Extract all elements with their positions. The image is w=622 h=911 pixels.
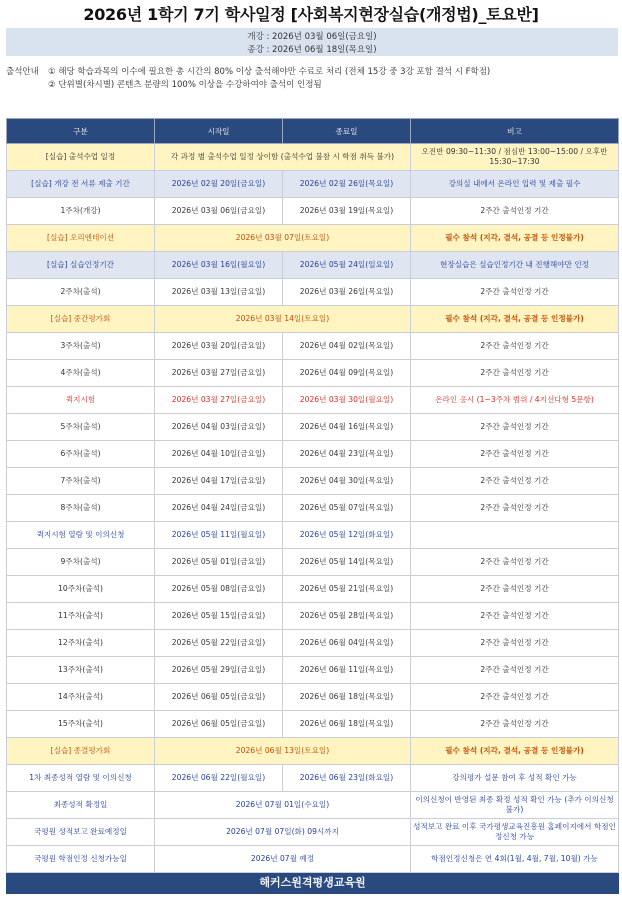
footer-row: [7, 873, 619, 894]
start-date-cell: 2026년 03월 13일(금요일): [155, 279, 283, 306]
remarks-cell: 필수 참석 (지각, 결석, 공결 등 인정불가): [411, 738, 619, 765]
table-row: [7, 225, 619, 252]
open-date: 개강 : 2026년 03월 06일(금요일): [247, 32, 377, 42]
table-row: [7, 333, 619, 360]
start-date-cell: 2026년 03월 16일(월요일): [155, 252, 283, 279]
remarks-cell: 2주간 출석인정 기간: [411, 630, 619, 657]
end-date-cell: 2026년 06월 04일(목요일): [283, 630, 411, 657]
category-cell: 7주차(출석): [7, 468, 155, 495]
attendance-notice-item: ② 단위별(차시별) 콘텐츠 분량의 100% 이상을 수강하여야 출석이 인정됨: [48, 80, 322, 90]
close-date: 종강 : 2026년 06월 18일(목요일): [247, 45, 377, 55]
table-row: [7, 441, 619, 468]
category-cell: 4주차(출석): [7, 360, 155, 387]
header-remarks: 비고: [411, 119, 619, 144]
table-row: [7, 765, 619, 792]
table-row: [7, 360, 619, 387]
start-date-cell: 2026년 05월 22일(금요일): [155, 630, 283, 657]
end-date-cell: 2026년 05월 24일(일요일): [283, 252, 411, 279]
table-row: [7, 522, 619, 549]
start-date-cell: 2026년 06월 05일(금요일): [155, 711, 283, 738]
table-row: [7, 846, 619, 873]
start-date-cell: 2026년 05월 08일(금요일): [155, 576, 283, 603]
table-row: [7, 279, 619, 306]
date-range-cell: 2026년 07월 07일(화) 09시까지: [155, 819, 411, 846]
remarks-cell: 2주간 출석인정 기간: [411, 549, 619, 576]
table-row: [7, 711, 619, 738]
category-cell: 2주차(출석): [7, 279, 155, 306]
table-row: [7, 684, 619, 711]
table-row: [7, 819, 619, 846]
category-cell: 퀵지시험: [7, 387, 155, 414]
remarks-cell: 2주간 출석인정 기간: [411, 414, 619, 441]
category-cell: 국평원 학점인정 신청가능일: [7, 846, 155, 873]
start-date-cell: 2026년 04월 17일(금요일): [155, 468, 283, 495]
end-date-cell: 2026년 04월 23일(목요일): [283, 441, 411, 468]
category-cell: 최종성적 확정일: [7, 792, 155, 819]
table-row: [7, 576, 619, 603]
category-cell: 13주차(출석): [7, 657, 155, 684]
remarks-cell: 2주간 출석인정 기간: [411, 657, 619, 684]
attendance-notice-label: 출석안내: [6, 67, 39, 77]
remarks-cell: 2주간 출석인정 기간: [411, 711, 619, 738]
schedule-table: [6, 118, 619, 894]
start-date-cell: 2026년 05월 15일(금요일): [155, 603, 283, 630]
category-cell: 10주차(출석): [7, 576, 155, 603]
table-row: [7, 468, 619, 495]
category-cell: 6주차(출석): [7, 441, 155, 468]
remarks-cell: 2주간 출석인정 기간: [411, 603, 619, 630]
attendance-notice-item: ① 해당 학습과목의 이수에 필요한 총 시간의 80% 이상 출석해야만 수료로 처리 (전체 15강 중 3강 포함 결석 시 F학점): [48, 67, 491, 77]
category-cell: 3주차(출석): [7, 333, 155, 360]
remarks-cell: 성적보고 완료 이후 국가평생교육진흥원 홈페이지에서 학점인정신청 가능: [411, 819, 619, 846]
end-date-cell: 2026년 06월 18일(목요일): [283, 711, 411, 738]
table-row: [7, 198, 619, 225]
table-row: [7, 387, 619, 414]
category-cell: [실습] 실습인정기간: [7, 252, 155, 279]
category-cell: 국평원 성적보고 완료예정일: [7, 819, 155, 846]
end-date-cell: 2026년 05월 12일(화요일): [283, 522, 411, 549]
remarks-cell: 필수 참석 (지각, 결석, 공결 등 인정불가): [411, 306, 619, 333]
remarks-cell: 2주간 출석인정 기간: [411, 360, 619, 387]
remarks-cell: 2주간 출석인정 기간: [411, 468, 619, 495]
category-cell: [실습] 출석수업 일정: [7, 144, 155, 171]
start-date-cell: 2026년 03월 27일(금요일): [155, 360, 283, 387]
remarks-cell: 이의신청이 반영된 최종 확정 성적 확인 가능 (추가 이의신청 불가): [411, 792, 619, 819]
category-cell: 9주차(출석): [7, 549, 155, 576]
category-cell: 퀵지시험 열람 및 이의신청: [7, 522, 155, 549]
remarks-cell: 강의평가 설문 참여 후 성적 확인 가능: [411, 765, 619, 792]
table-row: [7, 630, 619, 657]
remarks-cell: 필수 참석 (지각, 결석, 공결 등 인정불가): [411, 225, 619, 252]
end-date-cell: 2026년 02월 26일(목요일): [283, 171, 411, 198]
remarks-cell: 2주간 출석인정 기간: [411, 279, 619, 306]
table-row: [7, 657, 619, 684]
remarks-cell: 2주간 출석인정 기간: [411, 684, 619, 711]
term-dates-box: [6, 28, 618, 56]
start-date-cell: 2026년 04월 03일(금요일): [155, 414, 283, 441]
end-date-cell: 2026년 04월 16일(목요일): [283, 414, 411, 441]
end-date-cell: 2026년 03월 30일(월요일): [283, 387, 411, 414]
date-range-cell: 2026년 03월 07일(토요일): [155, 225, 411, 252]
institution-name: 해커스원격평생교육원: [7, 873, 619, 894]
end-date-cell: 2026년 03월 26일(목요일): [283, 279, 411, 306]
end-date-cell: 2026년 06월 11일(목요일): [283, 657, 411, 684]
end-date-cell: 2026년 05월 28일(목요일): [283, 603, 411, 630]
category-cell: 5주차(출석): [7, 414, 155, 441]
start-date-cell: 2026년 05월 29일(금요일): [155, 657, 283, 684]
start-date-cell: 2026년 04월 24일(금요일): [155, 495, 283, 522]
date-range-cell: 각 과정 별 출석수업 일정 상이함 (출석수업 불참 시 학점 취득 불가): [155, 144, 411, 171]
start-date-cell: 2026년 05월 01일(금요일): [155, 549, 283, 576]
remarks-cell: 2주간 출석인정 기간: [411, 495, 619, 522]
category-cell: 12주차(출석): [7, 630, 155, 657]
remarks-cell: 온라인 응시 (1~3주차 범위 / 4지선다형 5문항): [411, 387, 619, 414]
header-start-date: 시작일: [155, 119, 283, 144]
end-date-cell: 2026년 04월 30일(목요일): [283, 468, 411, 495]
page-title: 2026년 1학기 7기 학사일정 [사회복지현장실습(개정법)_토요반]: [83, 5, 539, 24]
category-cell: [실습] 오리엔테이션: [7, 225, 155, 252]
start-date-cell: 2026년 06월 05일(금요일): [155, 684, 283, 711]
table-row: [7, 171, 619, 198]
end-date-cell: 2026년 05월 21일(목요일): [283, 576, 411, 603]
start-date-cell: 2026년 05월 11일(월요일): [155, 522, 283, 549]
remarks-cell: 강의실 내에서 온라인 입력 및 제출 필수: [411, 171, 619, 198]
category-cell: [실습] 개강 전 서류 제출 기간: [7, 171, 155, 198]
category-cell: [실습] 중간평가회: [7, 306, 155, 333]
table-row: [7, 144, 619, 171]
table-row: [7, 738, 619, 765]
start-date-cell: 2026년 06월 22일(월요일): [155, 765, 283, 792]
date-range-cell: 2026년 07월 예정: [155, 846, 411, 873]
end-date-cell: 2026년 04월 02일(목요일): [283, 333, 411, 360]
date-range-cell: 2026년 07월 01일(수요일): [155, 792, 411, 819]
table-header-row: [7, 119, 619, 144]
category-cell: 1주차(개강): [7, 198, 155, 225]
end-date-cell: 2026년 05월 07일(목요일): [283, 495, 411, 522]
date-range-cell: 2026년 03월 14일(토요일): [155, 306, 411, 333]
category-cell: 1차 최종성적 열람 및 이의신청: [7, 765, 155, 792]
end-date-cell: 2026년 03월 19일(목요일): [283, 198, 411, 225]
end-date-cell: 2026년 05월 14일(목요일): [283, 549, 411, 576]
remarks-cell: 학점인정신청은 연 4회(1월, 4월, 7월, 10월) 가능: [411, 846, 619, 873]
start-date-cell: 2026년 03월 27일(금요일): [155, 387, 283, 414]
end-date-cell: 2026년 06월 23일(화요일): [283, 765, 411, 792]
remarks-cell: 현장실습은 실습인정기간 내 진행해야만 인정: [411, 252, 619, 279]
start-date-cell: 2026년 04월 10일(금요일): [155, 441, 283, 468]
table-row: [7, 306, 619, 333]
category-cell: [실습] 종결평가회: [7, 738, 155, 765]
start-date-cell: 2026년 03월 20일(금요일): [155, 333, 283, 360]
category-cell: 11주차(출석): [7, 603, 155, 630]
table-row: [7, 252, 619, 279]
start-date-cell: 2026년 03월 06일(금요일): [155, 198, 283, 225]
category-cell: 14주차(출석): [7, 684, 155, 711]
remarks-cell: 2주간 출석인정 기간: [411, 576, 619, 603]
table-row: [7, 495, 619, 522]
header-category: 구분: [7, 119, 155, 144]
category-cell: 15주차(출석): [7, 711, 155, 738]
remarks-cell: 2주간 출석인정 기간: [411, 198, 619, 225]
table-row: [7, 792, 619, 819]
remarks-cell: 2주간 출석인정 기간: [411, 333, 619, 360]
date-range-cell: 2026년 06월 13일(토요일): [155, 738, 411, 765]
end-date-cell: 2026년 06월 18일(목요일): [283, 684, 411, 711]
table-row: [7, 414, 619, 441]
table-row: [7, 603, 619, 630]
header-end-date: 종료일: [283, 119, 411, 144]
remarks-cell: 2주간 출석인정 기간: [411, 441, 619, 468]
remarks-cell: [411, 522, 619, 549]
table-row: [7, 549, 619, 576]
start-date-cell: 2026년 02월 20일(금요일): [155, 171, 283, 198]
remarks-cell: 오전반 09:30~11:30 / 점심반 13:00~15:00 / 오후반 15:30~17:30: [411, 144, 619, 171]
category-cell: 8주차(출석): [7, 495, 155, 522]
end-date-cell: 2026년 04월 09일(목요일): [283, 360, 411, 387]
